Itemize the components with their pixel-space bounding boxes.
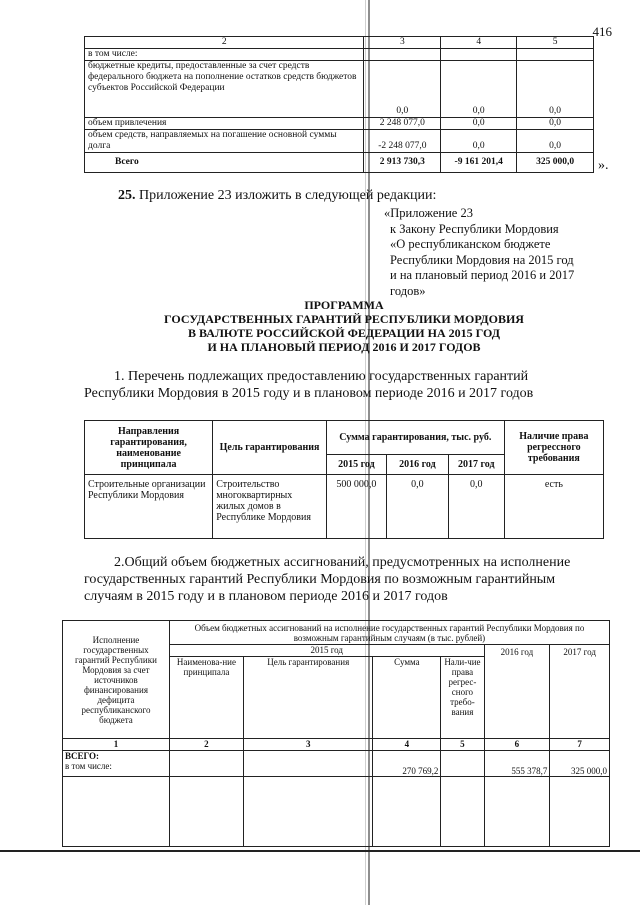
col-header: 2015 год bbox=[169, 645, 484, 657]
cell-empty bbox=[63, 777, 170, 847]
col-header: 3 bbox=[364, 37, 441, 49]
page-number: 416 bbox=[592, 24, 612, 39]
table-row bbox=[85, 61, 594, 118]
cell-value bbox=[364, 49, 441, 61]
col-header: Наименова-ние принципала bbox=[169, 657, 243, 739]
col-number: 1 bbox=[63, 739, 170, 751]
scan-border bbox=[0, 850, 640, 852]
table-number-row bbox=[63, 739, 610, 751]
col-header: Объем бюджетных ассигнований на исполнение государственных гарантий Республики Мордовия по возможным гарантийным случаям (в тыс. рублей) bbox=[169, 621, 609, 645]
heading-line: 1. Перечень подлежащих предоставлению государственных гарантий bbox=[114, 369, 529, 384]
col-header: 2017 год bbox=[550, 645, 610, 739]
appendix-line: «О республиканском бюджете bbox=[390, 237, 551, 251]
page-title bbox=[84, 298, 604, 354]
table-row bbox=[85, 153, 594, 173]
col-header: 2015 год bbox=[326, 455, 386, 475]
section-1-heading bbox=[84, 368, 604, 402]
table-row bbox=[85, 475, 604, 539]
heading-line: Республики Мордовия в 2015 году и в плановом периоде 2016 и 2017 годов bbox=[84, 386, 534, 401]
col-header: 2 bbox=[85, 37, 364, 49]
col-number: 6 bbox=[484, 739, 550, 751]
cell-value: 0,0 bbox=[441, 61, 517, 118]
title-line: ПРОГРАММА bbox=[304, 298, 384, 312]
col-number: 7 bbox=[550, 739, 610, 751]
cell-value: 500 000,0 bbox=[326, 475, 386, 539]
cell-purpose: Строительство многоквартирных жилых домов в Республике Мордовия bbox=[213, 475, 327, 539]
table-row bbox=[85, 49, 594, 61]
cell-empty bbox=[441, 777, 484, 847]
cell-value: 325 000,0 bbox=[517, 153, 594, 173]
appendix-line: «Приложение 23 bbox=[384, 206, 473, 220]
row-label: объем привлечения bbox=[85, 118, 364, 130]
cell-value: 0,0 bbox=[364, 61, 441, 118]
col-header: 2016 год bbox=[386, 455, 448, 475]
col-header: 5 bbox=[517, 37, 594, 49]
heading-line: случаям в 2015 году и в плановом периоде 2016 и 2017 годов bbox=[84, 589, 448, 604]
total-label-cell bbox=[63, 751, 170, 777]
appendix-reference bbox=[384, 206, 574, 299]
cell-value: 325 000,0 bbox=[550, 751, 610, 777]
title-line: В ВАЛЮТЕ РОССИЙСКОЙ ФЕДЕРАЦИИ НА 2015 ГОД bbox=[188, 326, 500, 340]
borrowing-table bbox=[84, 36, 594, 173]
title-line: И НА ПЛАНОВЫЙ ПЕРИОД 2016 И 2017 ГОДОВ bbox=[207, 340, 481, 354]
table-header-row bbox=[85, 37, 594, 49]
appendix-line: к Закону Республики Мордовия bbox=[390, 221, 559, 236]
heading-line: государственных гарантий Республики Мордовия по возможным гарантийным bbox=[84, 572, 556, 587]
cell-empty bbox=[169, 751, 243, 777]
table-header-row bbox=[63, 621, 610, 645]
cell-value: 0,0 bbox=[517, 118, 594, 130]
cell-value: -9 161 201,4 bbox=[441, 153, 517, 173]
cell-value: 2 248 077,0 bbox=[364, 118, 441, 130]
item-25 bbox=[118, 187, 436, 204]
col-number: 4 bbox=[373, 739, 441, 751]
cell-value: -2 248 077,0 bbox=[364, 130, 441, 153]
cell-empty bbox=[169, 777, 243, 847]
col-header: 2016 год bbox=[484, 645, 550, 739]
cell-empty bbox=[243, 777, 373, 847]
cell-value: 2 913 730,3 bbox=[364, 153, 441, 173]
col-number: 2 bbox=[169, 739, 243, 751]
section-2-heading bbox=[84, 554, 604, 605]
cell-empty bbox=[550, 777, 610, 847]
cell-empty bbox=[484, 777, 550, 847]
col-header: Наличие права регрессного требования bbox=[504, 421, 603, 475]
col-number: 5 bbox=[441, 739, 484, 751]
row-label: Всего bbox=[85, 153, 364, 173]
cell-direction: Строительные организации Республики Мордовия bbox=[85, 475, 213, 539]
col-header: Цель гарантирования bbox=[213, 421, 327, 475]
cell-value: 0,0 bbox=[441, 130, 517, 153]
col-header: Нали-чие права регрес-сного требо-вания bbox=[441, 657, 484, 739]
table-header-row bbox=[85, 421, 604, 455]
including-label: в том числе: bbox=[65, 761, 112, 771]
cell-value: 270 769,2 bbox=[373, 751, 441, 777]
cell-value: 0,0 bbox=[517, 61, 594, 118]
cell-empty bbox=[441, 751, 484, 777]
item-number: 25. bbox=[118, 188, 136, 203]
col-header: Исполнение государственных гарантий Республики Мордовия за счет источников финансирования дефицита республиканского бюджета bbox=[63, 621, 170, 739]
cell-regress: есть bbox=[504, 475, 603, 539]
appendix-line: Республики Мордовия на 2015 год bbox=[390, 252, 574, 267]
col-header: Цель гарантирования bbox=[243, 657, 373, 739]
table-row bbox=[63, 777, 610, 847]
appendix-line: и на плановый период 2016 и 2017 bbox=[390, 268, 575, 282]
cell-empty bbox=[243, 751, 373, 777]
cell-value: 0,0 bbox=[386, 475, 448, 539]
cell-value: 0,0 bbox=[517, 130, 594, 153]
closing-quote: ». bbox=[598, 158, 609, 173]
col-header: 4 bbox=[441, 37, 517, 49]
row-label: бюджетные кредиты, предоставленные за счет средств федерального бюджета на пополнение остатков средств бюджетов субъектов Российской Федерации bbox=[85, 61, 364, 118]
col-header: Сумма гарантирования, тыс. руб. bbox=[326, 421, 504, 455]
total-label: ВСЕГО: bbox=[65, 751, 100, 761]
cell-value bbox=[517, 49, 594, 61]
col-header: Направления гарантирования, наименование принципала bbox=[85, 421, 213, 475]
table-row bbox=[63, 751, 610, 777]
cell-empty bbox=[373, 777, 441, 847]
cell-value: 0,0 bbox=[448, 475, 504, 539]
cell-value: 0,0 bbox=[441, 118, 517, 130]
col-number: 3 bbox=[243, 739, 373, 751]
cell-value bbox=[441, 49, 517, 61]
heading-line: 2.Общий объем бюджетных ассигнований, предусмотренных на исполнение bbox=[114, 555, 571, 570]
guarantees-table bbox=[84, 420, 604, 539]
table-row bbox=[85, 130, 594, 153]
title-line: ГОСУДАРСТВЕННЫХ ГАРАНТИЙ РЕСПУБЛИКИ МОРДОВИЯ bbox=[164, 312, 524, 326]
row-label: в том числе: bbox=[85, 49, 364, 61]
allocations-table bbox=[62, 620, 610, 847]
cell-value: 555 378,7 bbox=[484, 751, 550, 777]
row-label: объем средств, направляемых на погашение основной суммы долга bbox=[85, 130, 364, 153]
table-row bbox=[85, 118, 594, 130]
item-text: Приложение 23 изложить в следующей редакции: bbox=[139, 188, 437, 203]
appendix-line: годов» bbox=[390, 283, 426, 298]
col-header: Сумма bbox=[373, 657, 441, 739]
col-header: 2017 год bbox=[448, 455, 504, 475]
